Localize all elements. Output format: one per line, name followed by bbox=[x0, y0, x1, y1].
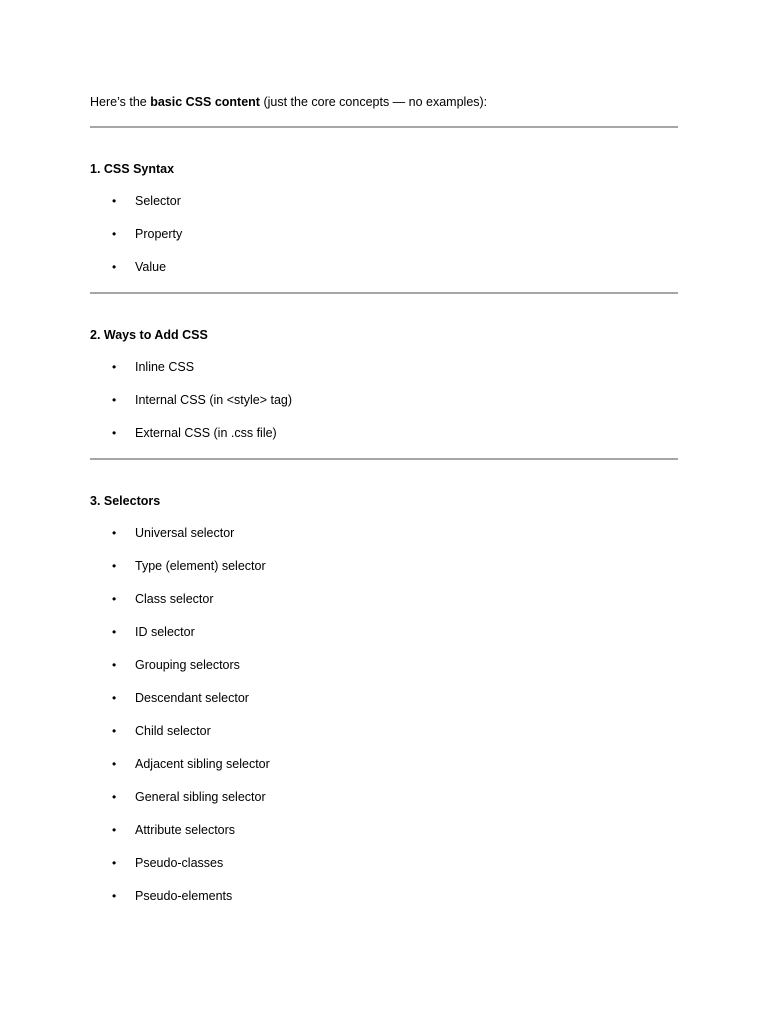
section-ways-to-add-css bbox=[90, 326, 678, 460]
list-item bbox=[90, 590, 678, 608]
list-item bbox=[90, 689, 678, 707]
divider bbox=[90, 126, 678, 128]
list-item bbox=[90, 722, 678, 740]
divider bbox=[90, 292, 678, 294]
bullet-icon: • bbox=[112, 790, 117, 804]
list-item bbox=[90, 225, 678, 243]
list-item bbox=[90, 755, 678, 773]
list-item-text: Type (element) selector bbox=[135, 559, 266, 573]
list-item bbox=[90, 192, 678, 210]
list-item bbox=[90, 358, 678, 376]
section-selectors bbox=[90, 492, 678, 905]
bullet-icon: • bbox=[112, 592, 117, 606]
bullet-icon: • bbox=[112, 360, 117, 374]
document-page bbox=[90, 93, 678, 905]
list-item-text: Grouping selectors bbox=[135, 658, 240, 672]
bullet-icon: • bbox=[112, 194, 117, 208]
section-title: 3. Selectors bbox=[90, 494, 161, 508]
list-item-text: Pseudo-elements bbox=[135, 889, 233, 903]
bullet-icon: • bbox=[112, 691, 117, 705]
list-item-text: External CSS (in .css file) bbox=[135, 426, 277, 440]
bullet-list bbox=[90, 524, 678, 905]
intro-paragraph bbox=[90, 93, 678, 111]
list-item-text: Adjacent sibling selector bbox=[135, 757, 270, 771]
bullet-icon: • bbox=[112, 658, 117, 672]
bullet-icon: • bbox=[112, 625, 117, 639]
divider bbox=[90, 458, 678, 460]
bullet-icon: • bbox=[112, 559, 117, 573]
list-item-text: Universal selector bbox=[135, 526, 235, 540]
bullet-icon: • bbox=[112, 227, 117, 241]
bullet-icon: • bbox=[112, 889, 117, 903]
bullet-list bbox=[90, 192, 678, 276]
list-item-text: General sibling selector bbox=[135, 790, 266, 804]
list-item-text: Internal CSS (in <style> tag) bbox=[135, 393, 293, 407]
list-item bbox=[90, 788, 678, 806]
list-item-text: Value bbox=[135, 260, 167, 274]
list-item bbox=[90, 854, 678, 872]
bullet-icon: • bbox=[112, 856, 117, 870]
list-item-text: Inline CSS bbox=[135, 360, 195, 374]
bullet-icon: • bbox=[112, 426, 117, 440]
list-item bbox=[90, 656, 678, 674]
list-item-text: Child selector bbox=[135, 724, 211, 738]
section-css-syntax bbox=[90, 160, 678, 294]
section-title: 2. Ways to Add CSS bbox=[90, 328, 208, 342]
intro-prefix: Here’s the bbox=[90, 95, 151, 109]
list-item-text: Selector bbox=[135, 194, 181, 208]
list-item bbox=[90, 524, 678, 542]
bullet-icon: • bbox=[112, 724, 117, 738]
bullet-icon: • bbox=[112, 393, 117, 407]
list-item-text: Descendant selector bbox=[135, 691, 249, 705]
intro-bold: basic CSS content bbox=[150, 95, 260, 109]
list-item-text: Class selector bbox=[135, 592, 214, 606]
list-item-text: Pseudo-classes bbox=[135, 856, 224, 870]
list-item bbox=[90, 821, 678, 839]
list-item-text: Attribute selectors bbox=[135, 823, 236, 837]
intro-suffix: (just the core concepts — no examples): bbox=[259, 95, 488, 109]
bullet-icon: • bbox=[112, 526, 117, 540]
list-item bbox=[90, 391, 678, 409]
section-title: 1. CSS Syntax bbox=[90, 162, 175, 176]
bullet-icon: • bbox=[112, 823, 117, 837]
bullet-icon: • bbox=[112, 757, 117, 771]
list-item bbox=[90, 623, 678, 641]
list-item bbox=[90, 258, 678, 276]
list-item-text: ID selector bbox=[135, 625, 195, 639]
bullet-icon: • bbox=[112, 260, 117, 274]
list-item bbox=[90, 424, 678, 442]
list-item bbox=[90, 887, 678, 905]
bullet-list bbox=[90, 358, 678, 442]
list-item bbox=[90, 557, 678, 575]
list-item-text: Property bbox=[135, 227, 183, 241]
